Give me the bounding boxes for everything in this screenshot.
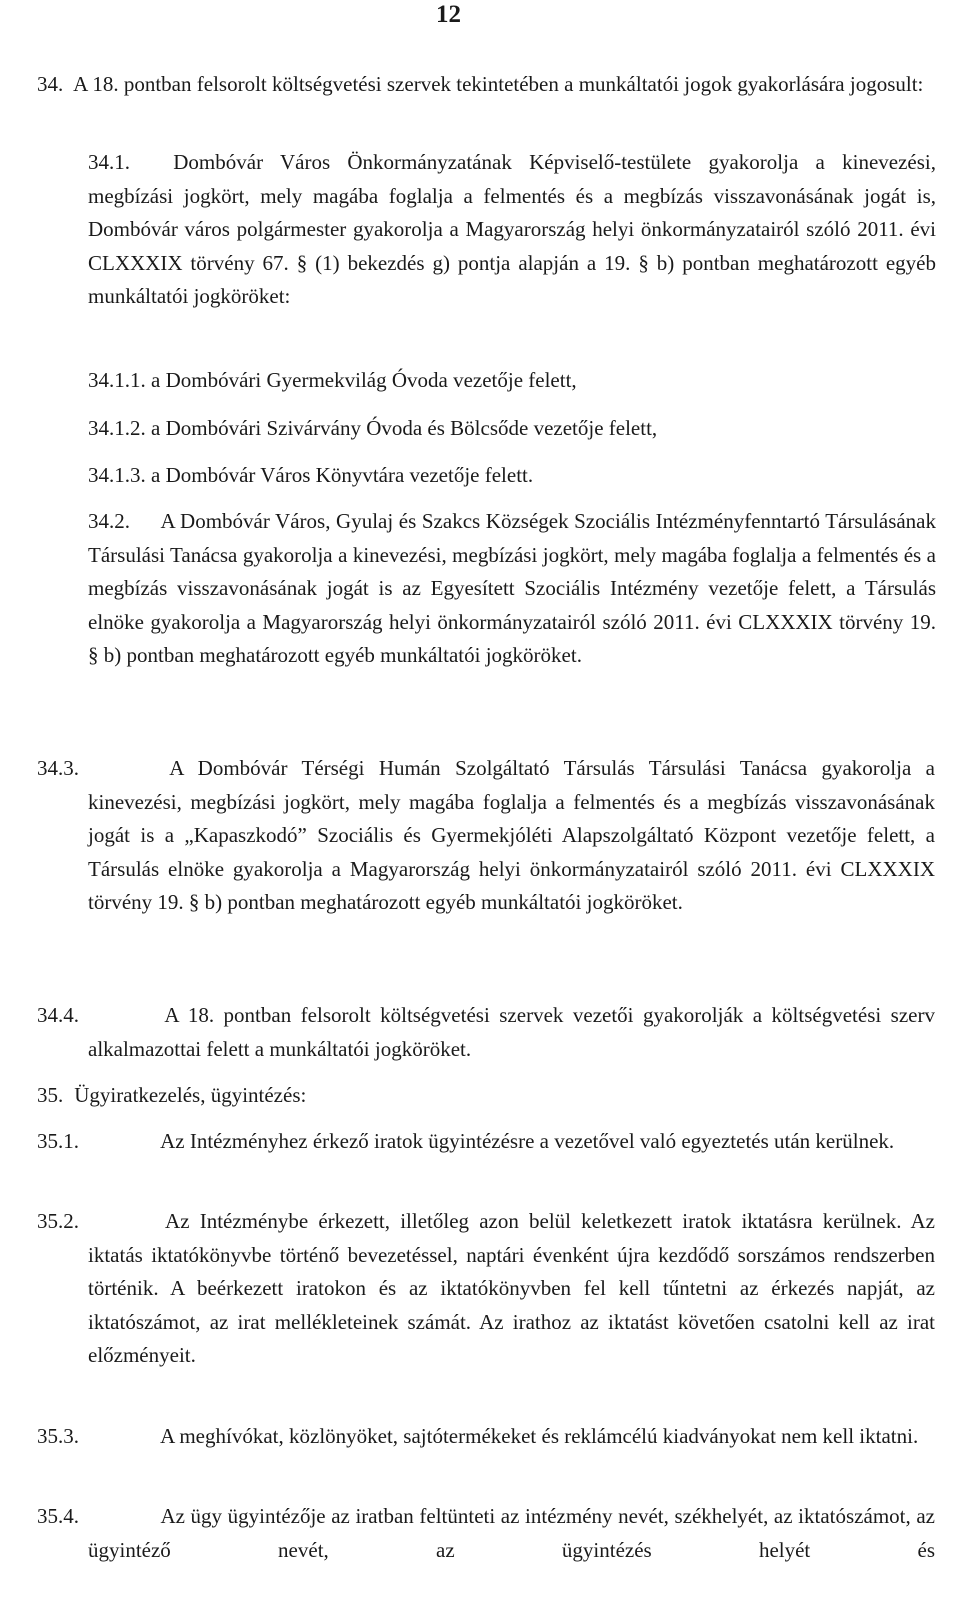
list-item-number: 34.1.1. <box>88 368 146 392</box>
paragraph-35-2-text: Az Intézménybe érkezett, illetőleg azon belül keletkezett iratok iktatásra kerülnek. Az iktatás iktatókönyvbe történő bevezetéssel, naptári évenként újra kezdődő sorszámos rendszerben történik. A beérkezett iratokon és az iktatókönyvben fel kell tűntetni az érkezés napját, az iktatószámot, az irat mellékleteinek számát. Az irathoz az iktatást követően csatolni kell az irat előzményeit. <box>88 1209 935 1367</box>
section-34-number: 34. <box>37 72 64 96</box>
paragraph-35-1-text: Az Intézményhez érkező iratok ügyintézésre a vezetővel való egyeztetés után kerülnek. <box>160 1129 895 1153</box>
paragraph-34-1-number: 34.1. <box>88 150 130 174</box>
paragraph-35-4-number: 35.4. <box>37 1504 79 1528</box>
list-item-number: 34.1.3. <box>88 463 146 487</box>
page-number: 12 <box>436 1 461 28</box>
paragraph-34-3-text: A Dombóvár Térségi Humán Szolgáltató Társulás Társulási Tanácsa gyakorolja a kinevezési, megbízási jogkört, mely magába foglalja a felmentés és a megbízás visszavonásának jogát is a „Kapaszkodó” Szociális és Gyermekjóléti Alapszolgáltató Központ vezetője felett, a Társulás elnöke gyakorolja a Magyarország helyi önkormányzatairól szóló 2011. évi CLXXXIX törvény 19. § b) pontban meghatározott egyéb munkáltatói jogköröket. <box>88 756 935 914</box>
paragraph-35-1 <box>37 1125 935 1159</box>
list-item <box>88 412 657 445</box>
paragraph-35-3 <box>37 1420 935 1454</box>
paragraph-35-3-text: A meghívókat, közlönyöket, sajtótermékeket és reklámcélú kiadványokat nem kell iktatni. <box>160 1424 919 1448</box>
section-34 <box>37 68 935 102</box>
paragraph-35-4-text: Az ügy ügyintézője az iratban feltünteti az intézmény nevét, székhelyét, az iktatószámot, az ügyintéző nevét, az ügyintézés helyét és <box>88 1504 935 1562</box>
section-35-number: 35. <box>37 1083 64 1107</box>
section-34-text: A 18. pontban felsorolt költségvetési szervek tekintetében a munkáltatói jogok gyakorlására jogosult: <box>73 72 924 96</box>
paragraph-34-4-text: A 18. pontban felsorolt költségvetési szervek vezetői gyakorolják a költségvetési szerv alkalmazottai felett a munkáltatói jogköröket. <box>88 1003 935 1061</box>
list-item <box>88 364 577 397</box>
paragraph-34-1-text: Dombóvár Város Önkormányzatának Képviselő-testülete gyakorolja a kinevezési, megbízási jogkört, mely magába foglalja a felmentés és a megbízás visszavonásának jogát is, Dombóvár város polgármester gyakorolja a Magyarország helyi önkormányzatairól szóló 2011. évi CLXXXIX törvény 67. § (1) bekezdés g) pontja alapján a 19. § b) pontban meghatározott egyéb munkáltatói jogköröket: <box>88 150 936 308</box>
paragraph-34-1 <box>88 146 936 314</box>
paragraph-35-4 <box>37 1500 935 1567</box>
paragraph-35-2 <box>37 1205 935 1373</box>
paragraph-34-3-number: 34.3. <box>37 756 79 780</box>
paragraph-35-1-number: 35.1. <box>37 1129 79 1153</box>
paragraph-34-2 <box>88 505 936 673</box>
paragraph-34-3 <box>37 752 935 920</box>
list-item-text: a Dombóvár Város Könyvtára vezetője felett. <box>151 463 534 487</box>
section-35-heading <box>37 1079 306 1112</box>
list-item <box>88 459 533 492</box>
paragraph-34-2-text: A Dombóvár Város, Gyulaj és Szakcs Községek Szociális Intézményfenntartó Társulásának Társulási Tanácsa gyakorolja a kinevezési, megbízási jogkört, mely magába foglalja a felmentés és a megbízás visszavonásának jogát is az Egyesített Szociális Intézmény vezetője felett, a Társulás elnöke gyakorolja a Magyarország helyi önkormányzatairól szóló 2011. évi CLXXXIX törvény 19. § b) pontban meghatározott egyéb munkáltatói jogköröket. <box>88 509 937 667</box>
list-item-number: 34.1.2. <box>88 416 146 440</box>
paragraph-34-4-number: 34.4. <box>37 1003 79 1027</box>
paragraph-35-3-number: 35.3. <box>37 1424 79 1448</box>
list-item-text: a Dombóvári Gyermekvilág Óvoda vezetője felett, <box>151 368 577 392</box>
section-35-title: Ügyiratkezelés, ügyintézés: <box>74 1083 307 1107</box>
paragraph-34-4 <box>37 999 935 1066</box>
paragraph-34-2-number: 34.2. <box>88 509 130 533</box>
list-item-text: a Dombóvári Szivárvány Óvoda és Bölcsőde vezetője felett, <box>151 416 658 440</box>
paragraph-35-2-number: 35.2. <box>37 1209 79 1233</box>
